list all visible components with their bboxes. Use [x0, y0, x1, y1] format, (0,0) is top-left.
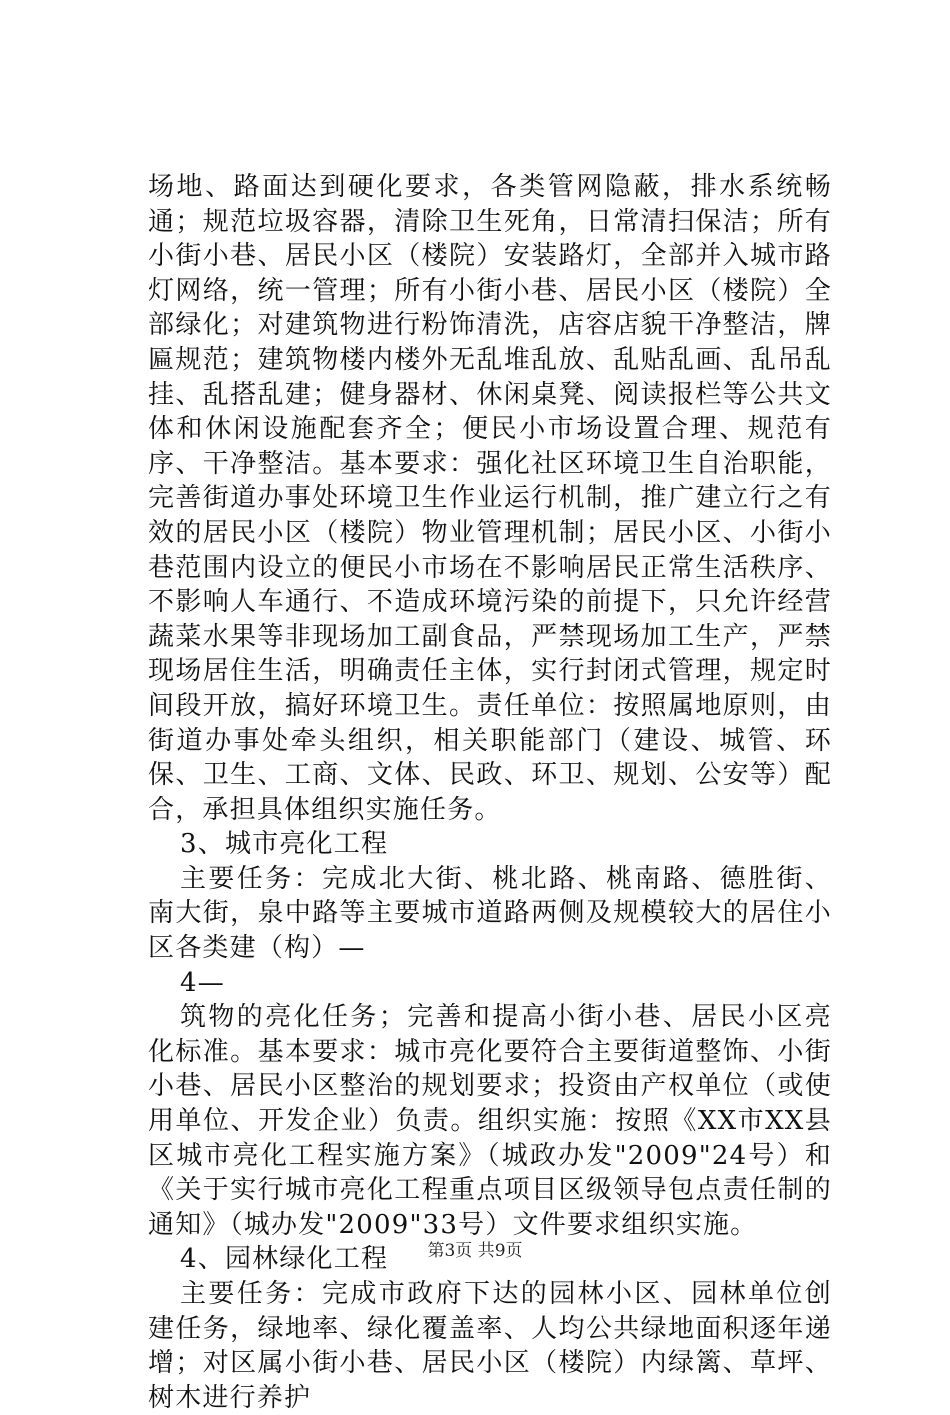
page-marker: 4—: [180, 967, 225, 998]
paragraph-lighting-requirements: 筑物的亮化任务；完善和提高小街小巷、居民小区亮化标准。基本要求：城市亮化要符合主要街道整饰、小街小巷、居民小区整治的规划要求；投资由产权单位（或使用单位、开发企业）负责。组织实施：按照《XX市XX县区城市亮化工程实施方案》（城政办发"2009"24号）和《关于实行城市亮化工程重点项目区级领导包点责任制的通知》（城办发"2009"33号）文件要求组织实施。: [148, 1002, 832, 1240]
document-body: [148, 170, 832, 1415]
paragraph-lighting-tasks: 主要任务：完成北大街、桃北路、桃南路、德胜街、南大街，泉中路等主要城市道路两侧及规模较大的居住小区各类建（构）—: [148, 863, 832, 964]
paragraph-continuation: 场地、路面达到硬化要求，各类管网隐蔽，排水系统畅通；规范垃圾容器，清除卫生死角，日常清扫保洁；所有小街小巷、居民小区（楼院）安装路灯，全部并入城市路灯网络，统一管理；所有小街小巷、居民小区（楼院）全部绿化；对建筑物进行粉饰清洗，店容店貌干净整洁，牌匾规范；建筑物楼内楼外无乱堆乱放、乱贴乱画、乱吊乱挂、乱搭乱建；健身器材、休闲桌凳、阅读报栏等公共文体和休闲设施配套齐全；便民小市场设置合理、规范有序、干净整洁。基本要求：强化社区环境卫生自治职能，完善街道办事处环境卫生作业运行机制，推广建立行之有效的居民小区（楼院）物业管理机制；居民小区、小街小巷范围内设立的便民小市场在不影响居民正常生活秩序、不影响人车通行、不造成环境污染的前提下，只允许经营蔬菜水果等非现场加工副食品，严禁现场加工生产，严禁现场居住生活，明确责任主体，实行封闭式管理，规定时间段开放，搞好环境卫生。责任单位：按照属地原则，由街道办事处牵头组织，相关职能部门（建设、城管、环保、卫生、工商、文体、民政、环卫、规划、公安等）配合，承担具体组织实施任务。: [148, 172, 832, 825]
paragraph-greening-tasks: 主要任务：完成市政府下达的园林小区、园林单位创建任务，绿地率、绿化覆盖率、人均公共绿地面积逐年递增；对区属小街小巷、居民小区（楼院）内绿篱、草坪、树木进行养护: [148, 1279, 832, 1413]
section-heading-lighting: 3、城市亮化工程: [180, 829, 389, 860]
page-footer: 第3页 共9页: [427, 1241, 523, 1261]
section-heading-greening: 4、园林绿化工程: [180, 1244, 389, 1275]
